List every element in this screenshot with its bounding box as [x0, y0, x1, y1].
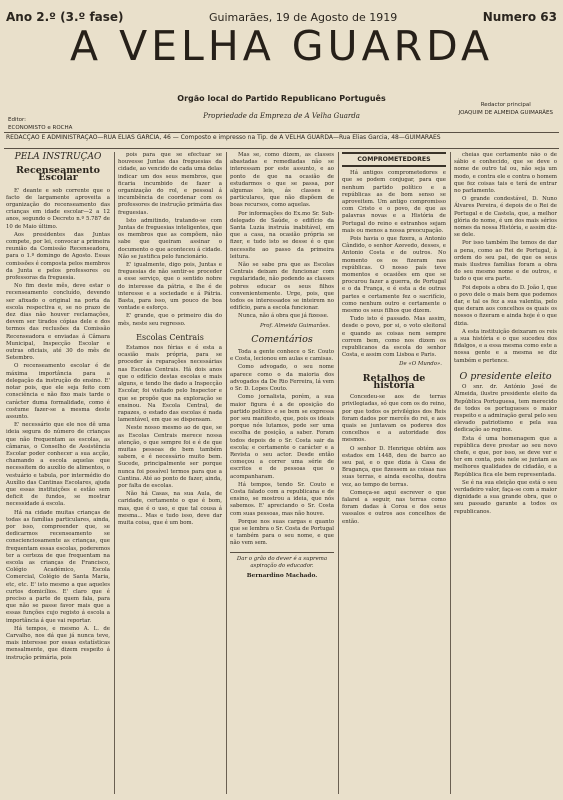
article-paragraph: Aos presidentes das Juntas compete, por lei, convocar a primeira reunião da Comissão Recenseadora, para o 1.º domingo de Agosto. Essas comissões é composta pelos membros da Junta e pelos professores ou professoras da freguesia. [6, 231, 110, 282]
article-paragraph: Não há Casas, na sua Aula, de caridade, certamente o que é bom, mas, que é o uso, e que tal cousa á mesma... Mas e tudo isso, deve dar muita coisa, que é um bom. [118, 491, 222, 526]
article-paragraph: Isto admitindo, tratando-se com Juntas de freguesias inteligentes, que os membros que as compõem, não sabe que queiram assinar o documento o que aconteceu á cidade. Não se justifica pelo funcionário. [118, 217, 222, 260]
article-paragraph: pois para que se efectuar se houvesse Juntas das freguesias da cidade, ao vencido de cada uma delas indicar um dos seus membros, que ficaria incumbido de fazer a organização do rol, e pessoal á incumbência de coordenar com os professores de instrução primária das freguesias. [118, 152, 222, 216]
article-paragraph: O senhor D. Henrique obtém aos estados em 1448, deu de barco ao seu pai, e o que dizia à Casa de Bragança, que fizessem as coisas nas suas terras, e ainda escolha, doutra vez, ao tempo de terras. [342, 445, 446, 488]
article-paragraph: Como advogado, o seu nome aparece como o da maioria dos advogados da De Rio Ferreira, lá vem o Sr. D. Lopes Couto. [230, 364, 334, 393]
headline-presidente-eleito: O presidente eleito [459, 370, 552, 382]
quote-block: Dar o grão do dever é a suprema aspiração do educador. [230, 552, 334, 570]
header-rule-top [4, 132, 559, 133]
article-paragraph: E' deante e sob corrente que o facto de largamente aproveita a organização do recenseamento das crianças em idade escolar—2 a 12 anos, segundo o Decreto n.º 5.787 de 10 de Maio último. [6, 187, 110, 230]
article-paragraph: cheias que certamente não o de sábio e conhecido, que se deve o nome de outro tal ou, não seja um modo, e contra ele e contra o homem que fez coisas tais e terá de entrar no parlamento. [454, 152, 557, 195]
quote-signature: Bernardino Machado. [246, 572, 318, 579]
redactor-name: JOAQUIM DE ALMEIDA GUIMARÃES [458, 110, 553, 116]
article-paragraph: E' igualmente, digo pois, Juntas e freguesias de não sentir-se proceder a esse serviço, que o sentido nobre do interesse da pátria, e lhe é de interesse e a sociedade e á Pátria. Basta, para isso, um pouco de boa vontade e esforço. [118, 262, 222, 312]
article-paragraph: Se é na sua eleição que está o seu verdadeiro valor, faça-se com a maior dignidade a sua grande obra, que o seu passado garante a todos os republicanos. [454, 479, 557, 515]
masthead-title: A VELHA GUARDA [70, 22, 493, 70]
column-2 [118, 152, 222, 794]
headline-comprometedores: COMPROMETEDORES [342, 152, 446, 167]
article-paragraph: Nunca, não á obra que já fizesse. [238, 313, 329, 320]
signature-o-mundo: De «O Mundo». [399, 361, 442, 368]
issue-number: Numero 63 [482, 10, 557, 24]
article-paragraph: Toda a gente conhece o Sr. Couto e Costa, lecionou em aulas e camisas. [230, 349, 334, 363]
article-paragraph: O recenseamento escolar é de máxima importância para a delegação da instrução do ensino. E' notar pois, que ele seja feito com consciência e não fixo mais tarde o carácter duma formalidade, como é costume fazer-se a mesma deste assunto. [6, 363, 110, 420]
article-paragraph: E' grande, que o primeiro dia do mês, neste seu regresso. [118, 313, 222, 327]
article-paragraph: O snr. dr. António José de Almeida, ilustre presidente eleito da República Portuguesa, tem merecido de todos os portugueses o maior respeito e a admiração geral pelo seu elevado patriotismo e pela sua dedicação ao regime. [454, 384, 557, 434]
redacao-line: REDACÇÃO E ADMINISTRAÇÃO—RUA ELIAS GARCIA, 46 — Composto e impresso na Tip. de A VELHA GUARDA—Rua Elias Garcia, 48—GUIMARÃES [6, 134, 441, 141]
article-paragraph: Mas se, como dizem, as classes abastadas e remediadas não se interessam por este assunto, e ao ponto de que na ocasião de estudarmos o que se passa, por algumas leis, ás classes e particulares, que não dispõem de boas recursos, como aquelas. [230, 152, 334, 209]
article-paragraph: Tudo isto é passado. Mas assim, desde o povo, por si, o voto eleitoral e quando as coisas nem sempre correm bem, como nos dizem os republicanos da escola do senhor Costa, e assim com Lisboa e Paris. [342, 316, 446, 359]
article-paragraph: Porque nos suas cargas e quanto que se lembra o Sr. Costa de Portugal e também para o seu nome, e que não vem sem. [230, 518, 334, 547]
column-rule [338, 152, 339, 794]
column-rule [226, 152, 227, 794]
masthead-subtitle: Orgão local do Partido Republicano Português [177, 94, 386, 103]
editor-label: Editor: [8, 117, 27, 123]
redactor-label: Redactor principal [480, 102, 531, 108]
headline-retalhos: Retalhos de história [362, 372, 426, 391]
property-line: Propriedade da Empreza de A Velha Guarda [203, 112, 360, 120]
issue-year: Ano 2.º (3.º fase) [6, 10, 124, 24]
top-line [6, 2, 557, 24]
article-paragraph: No fim deste mês, deve estar o recenseamento concluído, devendo ser afixado o original na porta da escola respectiva e, se no prazo de dez dias não houver reclamações, devem ser tirados cópias dele e dos termos das reclusões da Comissão Recenseadora e enviadas á Câmara Municipal, Inspecção Escolar e outras oficiais, até 30 do mês de Setembro. [6, 283, 110, 362]
article-paragraph: E' necessário que ele nos dê uma ideia segura do número de crianças que não frequentam as escolas, as câmaras, o Conselho de Assistência Escolar poder conhecer a sua acção, chamando a escola aquelas que necessitem do auxílio de alimentos, o vestuário e tabula, por intermédio do Auxílio das Cantinas Escolares, ajuda que essas instituições e estão sem deficit de fundos, se mostrar necessidade á escola. [6, 422, 110, 508]
article-paragraph: Por isso também lhe temos de dar a pena, como ao Rei de Portugal, à ordem do seu pai, de que os seus mais ilustres famílias foram a obra do seu mesmo nome e de outros, e tudo o que era parte. [454, 240, 557, 283]
article-paragraph: Foi depois a obra do D. João I, que o povo dele o mais bem que podemos dar, e tal os fez a sua valentia, pelo que deram aos concelhos os quais os nossos o fizeram e ainda hoje é o que dizia. [454, 284, 557, 327]
signature-almeida: Prof. Almeida Guimarães. [260, 322, 330, 329]
article-paragraph: Estamos nos férias e é esta a ocasião mais própria, para se proceder ás reparações necessárias nas Escolas Centrais. Há dois anos que o edifício destas escolas e mais alguns, e tendo lhe dado a Inspecção Escolar, foi visitado pelo Inspector e que se propõe que na exploração se ensinou. Na Escola Central, de rapazes, o estado das escolas é nada lamentável, em que se dispensam. [118, 345, 222, 424]
editor-name: ECONOMISTO e ROCHA [8, 125, 73, 131]
article-paragraph: A esta instituição deixaram os reis a sua história e o que sucedeu dos fidalgos, e a essa mesma como este a nossa gente e a mesma se diz também e pertence. [454, 328, 557, 364]
kicker-instrucao: PELA INSTRUÇÃO [14, 152, 102, 162]
article-paragraph: O grande condestável, D. Nuno Álvares Pereira, é depois de o Rei de Portugal e de Castela, que, a melhor glória do nome, é um dos mais sérios nomes da nossa História, e assim diz-se dele. [454, 196, 557, 239]
column-3 [230, 152, 334, 794]
place-date: Guimarães, 19 de Agosto de 1919 [208, 11, 398, 24]
column-rule [450, 152, 451, 794]
article-paragraph: Há na cidade muitas crianças de todas as famílias particulares, ainda, por isso, compreender que, se dedicarmos recenseamento se conscienciosamente as crianças, que frequentam essas escolas, poderemos ter a certeza de que frequentam na escola as crianças de Francisco, Colégio Académico, Escola Comercial, Colégio de Santa Maria, etc, etc. E' isto mesmo a que aqueles curtos domicílios. E' claro que é preciso a parte de quem fala, para que não se passe favor mais que a essas funções cujo registo á escola a importância á que vai reportar. [6, 509, 110, 624]
headline-comentarios: Comentários [251, 333, 313, 345]
article-paragraph: Concedeu-se aos de terras privilegiadas, só que com os do reino, por que todos os privilégios dos Reis foram dados por mercês do rei, e aos quais se juntavam os poderes dos concelhos e a autoridade dos mesmos. [342, 394, 446, 444]
article-paragraph: Há tempos, tendo Sr. Couto e Costa falado com a republicana e de ensino, se mostrou a ideia, que nós sabemos. E' apreciando o Sr. Costa com suas pessoas, mas não houve. [230, 481, 334, 517]
header-rule-bottom [4, 148, 559, 149]
column-4 [342, 152, 446, 794]
column-5 [454, 152, 557, 794]
editor-block [8, 116, 72, 132]
redactor-block [458, 101, 553, 117]
article-paragraph: Começa-se aqui escrever o que falarei a seguir, nas terras como foram dadas à Coroa e dos seus vassalos e outros aos concelhos de então. [342, 489, 446, 525]
headline-escolas-centrais: Escolas Centrais [136, 332, 204, 342]
column-rule [114, 152, 115, 794]
article-paragraph: Não se sabe pra que as Escolas Centrais deixam de funcionar com regularidade, não podendo as classes pobres educar os seus filhos convenientemente. Urge, pois, que todos os interessados se inteirem no edifício, para a escola funcionar. [230, 262, 334, 312]
article-paragraph: Há tempos, e mesmo A. L. de Carvalho, nos dá que já nunca teve, mais interesse por essas estatísticas mensalmente, que dizem respeito á instrução primária, pois [6, 625, 110, 661]
article-paragraph: Por informações do Ex.mo Sr. Sub-delegado de Saúde, o edifício da Santa Luzia instruía inabitável, em que a casa, na ocasião própria se fizer, e tudo isto se desse é o que necessite ao passo da primeira leitura. [230, 210, 334, 260]
article-paragraph: Esta é uma homenagem que a república deve prestar ao seu novo chefe, e que, por isso, se deve ver e ter em conta, pois nele se juntam as melhores qualidades de cidadão, e a República fica ele bem representada. [454, 435, 557, 478]
article-paragraph: Há antigos comprometedores e que se podem conjugar, para que nenhum partido político e a repúblicas as de bom senso se aproveitem. Um antigo compromisso com Cristo e o povo, de que as palavras novas e a História de Portugal do reino e estranhos sejam mais ou menos a nossa preocupação. [342, 170, 446, 234]
article-paragraph: Neste nosso mesmo ao de que, se as Escolas Centrais merece nossa atenção, o que sempre foi e é de que muitas pessoas de bem também sabem, e é necessário muito bem. Sucede, principalmente ser porque nunca foi possível termos para que a Cantina. Até ao ponto de fazer, ainda, por falta de escolas. [118, 425, 222, 489]
article-paragraph: Pois havia o que fizera, a Antonio Cândido, o senhor Azevedo, desses, e Antonio Costa e de outros. No momento os os fizeram nas repúblicas. O nosso país teve momentos e ocasiões em que se procurou fazer a guerra, de Portugal e o da França, e é esta a de outras partes e certamente fez o sacrifício, como nenhum outro e certamente o mesmo os seus filhos que dizem. [342, 236, 446, 315]
article-paragraph: Como jornalista, porém, a sua maior figura é a de oposição do partido político e se bem se expressa por seu manifesto, que, pois os ideais porque nós lutamos, pode ser uma escolha de posição, a saber. Foram todos depois de o Sr. Costa sair da escola; e certamente o carácter e a Revista o seu actor. Desde então começou a correr uma série de escritos e de pessoas que o acompanharam. [230, 394, 334, 480]
column-1 [6, 152, 110, 794]
headline-recenseamento: Recenseamento Escolar [16, 165, 100, 184]
